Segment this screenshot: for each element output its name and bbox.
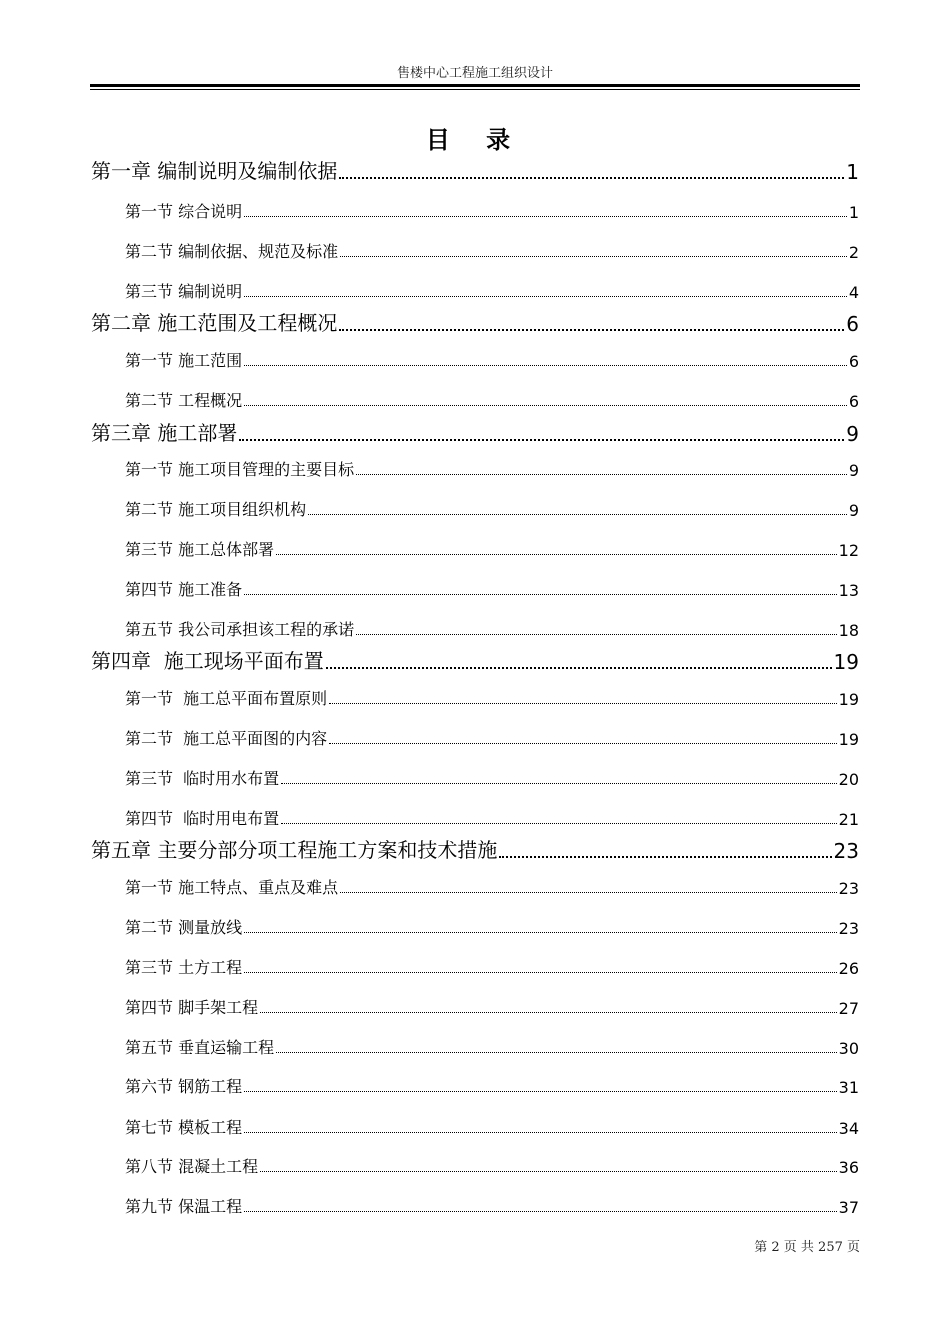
toc-chapter-entry[interactable] xyxy=(91,418,859,446)
toc-section-entry[interactable] xyxy=(125,994,859,1018)
dot-leader xyxy=(499,856,831,858)
toc-entry-page-number: 2 xyxy=(848,243,859,262)
toc-entry-page-number: 19 xyxy=(838,730,859,749)
toc-section-entry[interactable] xyxy=(125,765,859,789)
dot-leader xyxy=(244,972,837,973)
toc-entry-label: 第一节 施工特点、重点及难点 xyxy=(125,878,339,897)
dot-leader xyxy=(329,743,836,744)
toc-entry-label: 第三节 土方工程 xyxy=(125,958,243,977)
toc-entry-label: 第二节 施工总平面图的内容 xyxy=(125,729,328,748)
dot-leader xyxy=(244,365,847,366)
toc-entry-page-number: 34 xyxy=(838,1119,859,1138)
toc-entry-page-number: 4 xyxy=(848,283,859,302)
toc-entry-label: 第七节 模板工程 xyxy=(125,1118,243,1137)
toc-section-entry[interactable] xyxy=(125,496,859,520)
toc-section-entry[interactable] xyxy=(125,874,859,898)
toc-section-entry[interactable] xyxy=(125,347,859,371)
toc-section-entry[interactable] xyxy=(125,238,859,262)
toc-chapter-entry[interactable] xyxy=(91,308,859,336)
dot-leader xyxy=(276,554,837,555)
toc-entry-page-number: 23 xyxy=(833,839,859,863)
toc-chapter-entry[interactable] xyxy=(91,156,859,184)
dot-leader xyxy=(276,1052,837,1053)
toc-section-entry[interactable] xyxy=(125,1114,859,1138)
toc-entry-label: 第四节 临时用电布置 xyxy=(125,809,280,828)
toc-entry-label: 第五章 主要分部分项工程施工方案和技术措施 xyxy=(91,838,498,862)
dot-leader xyxy=(260,1171,837,1172)
toc-entry-page-number: 19 xyxy=(833,650,859,674)
dot-leader xyxy=(356,634,837,635)
dot-leader xyxy=(281,783,836,784)
toc-entry-label: 第二节 施工项目组织机构 xyxy=(125,500,307,519)
toc-entry-label: 第六节 钢筋工程 xyxy=(125,1077,243,1096)
toc-entry-page-number: 30 xyxy=(838,1039,859,1058)
dot-leader xyxy=(260,1012,837,1013)
dot-leader xyxy=(244,1132,837,1133)
toc-entry-label: 第一节 施工项目管理的主要目标 xyxy=(125,460,355,479)
toc-entry-label: 第二章 施工范围及工程概况 xyxy=(91,311,338,335)
toc-entry-page-number: 6 xyxy=(848,352,859,371)
toc-section-entry[interactable] xyxy=(125,1193,859,1217)
dot-leader xyxy=(244,1211,837,1212)
dot-leader xyxy=(308,514,847,515)
toc-entry-label: 第五节 我公司承担该工程的承诺 xyxy=(125,620,355,639)
toc-section-entry[interactable] xyxy=(125,805,859,829)
dot-leader xyxy=(356,474,847,475)
toc-entry-label: 第三节 临时用水布置 xyxy=(125,769,280,788)
toc-section-entry[interactable] xyxy=(125,914,859,938)
toc-section-entry[interactable] xyxy=(125,1153,859,1177)
dot-leader xyxy=(244,405,847,406)
toc-entry-page-number: 36 xyxy=(838,1158,859,1177)
dot-leader xyxy=(329,703,836,704)
toc-entry-label: 第三节 编制说明 xyxy=(125,282,243,301)
toc-entry-label: 第三章 施工部署 xyxy=(91,421,238,445)
dot-leader xyxy=(239,439,844,441)
toc-entry-page-number: 18 xyxy=(838,621,859,640)
toc-section-entry[interactable] xyxy=(125,387,859,411)
dot-leader xyxy=(326,667,832,669)
dot-leader xyxy=(339,329,844,331)
dot-leader xyxy=(244,296,847,297)
toc-entry-page-number: 26 xyxy=(838,959,859,978)
header-rule-thick xyxy=(90,84,860,87)
toc-section-entry[interactable] xyxy=(125,456,859,480)
toc-entry-page-number: 23 xyxy=(838,879,859,898)
toc-entry-label: 第一章 编制说明及编制依据 xyxy=(91,159,338,183)
toc-chapter-entry[interactable] xyxy=(91,646,859,674)
toc-entry-page-number: 6 xyxy=(846,312,859,336)
toc-entry-label: 第四节 脚手架工程 xyxy=(125,998,259,1017)
running-header: 售楼中心工程施工组织设计 xyxy=(396,66,553,81)
dot-leader xyxy=(340,892,837,893)
dot-leader xyxy=(244,216,847,217)
toc-title: 目 录 xyxy=(425,126,525,154)
toc-entry-label: 第一节 综合说明 xyxy=(125,202,243,221)
toc-entry-page-number: 1 xyxy=(846,160,859,184)
toc-entry-label: 第五节 垂直运输工程 xyxy=(125,1038,275,1057)
toc-entry-page-number: 13 xyxy=(838,581,859,600)
toc-section-entry[interactable] xyxy=(125,536,859,560)
toc-entry-page-number: 23 xyxy=(838,919,859,938)
toc-section-entry[interactable] xyxy=(125,278,859,302)
toc-section-entry[interactable] xyxy=(125,954,859,978)
dot-leader xyxy=(244,594,837,595)
toc-entry-label: 第一节 施工范围 xyxy=(125,351,243,370)
toc-section-entry[interactable] xyxy=(125,1034,859,1058)
toc-entry-label: 第二节 工程概况 xyxy=(125,391,243,410)
toc-entry-page-number: 27 xyxy=(838,999,859,1018)
toc-entry-label: 第一节 施工总平面布置原则 xyxy=(125,689,328,708)
dot-leader xyxy=(339,177,844,179)
dot-leader xyxy=(244,932,837,933)
toc-section-entry[interactable] xyxy=(125,198,859,222)
toc-entry-page-number: 37 xyxy=(838,1198,859,1217)
toc-entry-label: 第四章 施工现场平面布置 xyxy=(91,649,324,673)
toc-entry-page-number: 9 xyxy=(846,422,859,446)
toc-entry-page-number: 9 xyxy=(848,501,859,520)
toc-entry-label: 第九节 保温工程 xyxy=(125,1197,243,1216)
toc-entry-page-number: 20 xyxy=(838,770,859,789)
toc-entry-label: 第四节 施工准备 xyxy=(125,580,243,599)
toc-entry-page-number: 12 xyxy=(838,541,859,560)
toc-section-entry[interactable] xyxy=(125,616,859,640)
header-rule-thin xyxy=(90,89,860,90)
toc-entry-page-number: 1 xyxy=(848,203,859,222)
toc-section-entry[interactable] xyxy=(125,576,859,600)
page-footer: 第 2 页 共 257 页 xyxy=(754,1240,860,1255)
dot-leader xyxy=(244,1091,837,1092)
toc-section-entry[interactable] xyxy=(125,725,859,749)
toc-entry-page-number: 31 xyxy=(838,1078,859,1097)
toc-entry-label: 第二节 编制依据、规范及标准 xyxy=(125,242,339,261)
toc-chapter-entry[interactable] xyxy=(91,835,859,863)
toc-entry-page-number: 9 xyxy=(848,461,859,480)
toc-entry-label: 第八节 混凝土工程 xyxy=(125,1157,259,1176)
toc-entry-page-number: 21 xyxy=(838,810,859,829)
toc-entry-page-number: 19 xyxy=(838,690,859,709)
toc-entry-label: 第二节 测量放线 xyxy=(125,918,243,937)
toc-entry-page-number: 6 xyxy=(848,392,859,411)
dot-leader xyxy=(340,256,847,257)
toc-section-entry[interactable] xyxy=(125,1073,859,1097)
dot-leader xyxy=(281,823,836,824)
toc-entry-label: 第三节 施工总体部署 xyxy=(125,540,275,559)
toc-section-entry[interactable] xyxy=(125,685,859,709)
